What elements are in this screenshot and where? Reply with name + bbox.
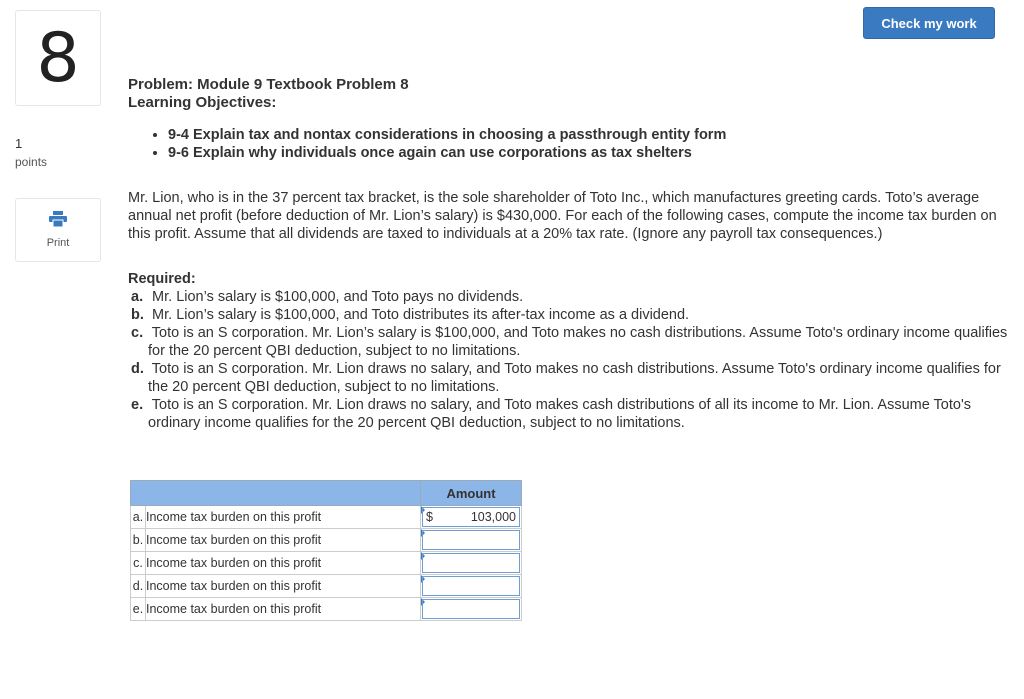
required-item — [128, 288, 1008, 306]
required-item — [128, 324, 1008, 360]
check-my-work-button[interactable]: Check my work — [863, 7, 995, 39]
table-row — [131, 575, 522, 598]
required-text: Mr. Lion’s salary is $100,000, and Toto pays no dividends. — [152, 289, 524, 305]
answer-table — [130, 480, 522, 621]
table-header-blank — [131, 481, 421, 506]
print-button[interactable] — [15, 198, 101, 262]
amount-input-d[interactable] — [421, 575, 522, 598]
row-description: Income tax burden on this profit — [146, 575, 421, 598]
required-item — [128, 360, 1008, 396]
row-letter: b. — [131, 529, 146, 552]
table-header-row — [131, 481, 522, 506]
row-letter: d. — [131, 575, 146, 598]
required-text: Toto is an S corporation. Mr. Lion’s salary is $100,000, and Toto makes no cash distributions. Assume Toto's ordinary income qualifies for the 20 percent QBI deduction, subject to no limitations. — [148, 325, 1008, 359]
objective-item: • 9-6 Explain why individuals once again can use corporations as tax shelters — [168, 144, 1008, 162]
table-row — [131, 506, 522, 529]
table-row — [131, 552, 522, 575]
required-letter: b. — [131, 307, 144, 323]
row-description: Income tax burden on this profit — [146, 598, 421, 621]
required-letter: e. — [131, 397, 144, 413]
learning-objectives-title: Learning Objectives: — [128, 94, 277, 111]
required-text: Toto is an S corporation. Mr. Lion draws no salary, and Toto makes no cash distributions. Assume Toto's ordinary income qualifies for the 20 percent QBI deduction, subject to no limitations. — [148, 361, 1001, 395]
required-text: Toto is an S corporation. Mr. Lion draws no salary, and Toto makes cash distributions of all its income to Mr. Lion. Assume Toto's ordinary income qualifies for the 20 percent QBI deduction, subject to no limitations. — [148, 397, 971, 431]
learning-objectives-list — [128, 126, 1008, 162]
amount-input-b[interactable] — [421, 529, 522, 552]
row-description: Income tax burden on this profit — [146, 506, 421, 529]
row-letter: e. — [131, 598, 146, 621]
printer-icon — [49, 211, 67, 232]
required-list — [128, 288, 1008, 432]
points-value: 1 — [15, 136, 23, 151]
question-number: 8 — [15, 10, 101, 106]
points-info — [15, 136, 47, 169]
objective-item: • 9-4 Explain tax and nontax considerations in choosing a passthrough entity form — [168, 126, 1008, 144]
amount-value: 103,000 — [470, 510, 516, 524]
problem-content — [128, 76, 1008, 432]
amount-input-a[interactable] — [421, 506, 522, 529]
table-row — [131, 529, 522, 552]
print-label: Print — [46, 237, 70, 249]
row-description: Income tax burden on this profit — [146, 529, 421, 552]
required-item — [128, 396, 1008, 432]
amount-input-c[interactable] — [421, 552, 522, 575]
required-item — [128, 306, 1008, 324]
required-letter: c. — [131, 325, 144, 341]
required-letter: a. — [131, 289, 144, 305]
row-letter: c. — [131, 552, 146, 575]
amount-header: Amount — [421, 481, 522, 506]
row-letter: a. — [131, 506, 146, 529]
currency-symbol: $ — [426, 510, 433, 524]
points-label: points — [15, 155, 48, 169]
required-letter: d. — [131, 361, 144, 377]
required-text: Mr. Lion’s salary is $100,000, and Toto distributes its after-tax income as a dividend. — [152, 307, 690, 323]
row-description: Income tax burden on this profit — [146, 552, 421, 575]
table-row — [131, 598, 522, 621]
problem-title: Problem: Module 9 Textbook Problem 8 — [128, 76, 409, 93]
amount-input-e[interactable] — [421, 598, 522, 621]
required-title: Required: — [128, 271, 196, 287]
problem-body: Mr. Lion, who is in the 37 percent tax bracket, is the sole shareholder of Toto Inc., which manufactures greeting cards. Toto’s average annual net profit (before deduction of Mr. Lion’s salary) is $430,000. For each of the following cases, compute the income tax burden on this profit. Assume that all dividends are taxed to individuals at a 20% tax rate. (Ignore any payroll tax consequences.) — [128, 190, 997, 242]
